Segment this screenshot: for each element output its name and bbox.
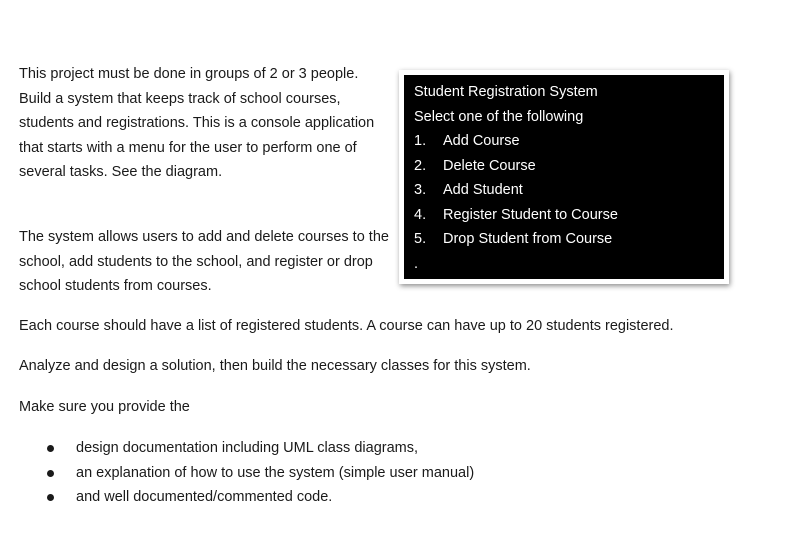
console-prompt: Select one of the following [414,108,584,125]
console-diagram [399,70,729,284]
menu-item-add-student [414,178,714,203]
menu-item-drop-student [414,227,714,252]
bullet-icon [47,445,54,452]
console-trailing-dot: . [414,255,419,272]
deliverables-list [19,436,759,510]
console-title: Student Registration System [414,84,598,100]
menu-item-delete-course [414,154,714,179]
menu-item-number: 4. [414,206,427,223]
menu-item-label: Delete Course [443,157,536,174]
menu-item-label: Add Course [443,133,520,149]
list-item [19,461,759,486]
menu-item-label: Register Student to Course [443,206,618,223]
list-item-text: an explanation of how to use the system (simple user manual) [76,464,475,481]
intro-paragraph: This project must be done in groups of 2 or 3 people. Build a system that keeps track of school courses, students and registrations. This is a console application that starts with a menu for the user to perform one of several tasks. See the diagram. [19,66,375,180]
menu-item-number: 3. [414,182,427,198]
list-item [19,485,759,510]
menu-item-number: 1. [414,133,427,149]
list-item-text: and well documented/commented code. [76,489,333,505]
menu-item-label: Add Student [443,182,523,198]
list-item-text: design documentation including UML class diagrams, [76,440,419,456]
list-item [19,436,759,461]
menu-item-number: 2. [414,157,427,174]
menu-item-register-student [414,203,714,228]
menu-item-label: Drop Student from Course [443,231,613,247]
system-paragraph: The system allows users to add and delete courses to the school, add students to the school, and register or drop school students from courses. [19,229,389,294]
provide-paragraph: Make sure you provide the [19,399,190,415]
menu-item-add-course [414,129,714,154]
bullet-icon [47,470,54,477]
bullet-icon [47,494,54,501]
analyze-paragraph: Analyze and design a solution, then build the necessary classes for this system. [19,358,531,374]
menu-item-number: 5. [414,231,427,247]
course-paragraph: Each course should have a list of registered students. A course can have up to 20 students registered. [19,318,674,334]
console-screen [404,75,724,279]
